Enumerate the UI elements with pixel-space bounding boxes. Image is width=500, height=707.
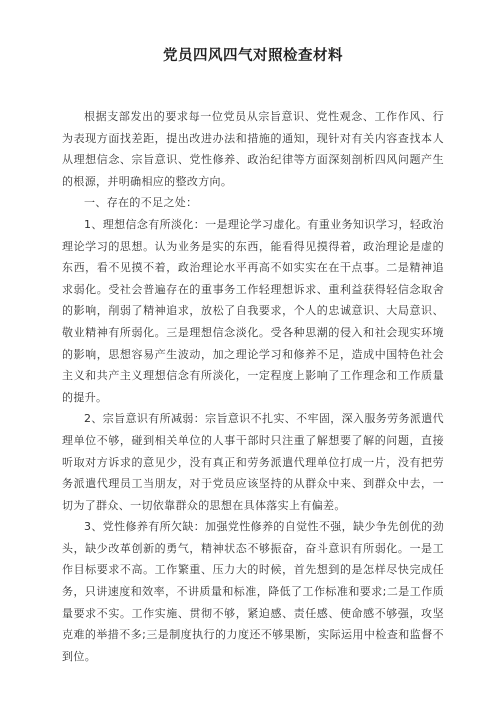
paragraph-point-1: 1、理想信念有所淡化：一是理论学习虚化。有重业务知识学习，轻政治理论学习的思想。认为业务是实的东西，能看得见摸得着，政治理论是虚的东西，看不见摸不着，政治理论水平再高不如实实在在干点事。二是精神追求弱化。受社会普遍存在的重事务工作轻理想诉求、重利益获得轻信念取舍的影响，削弱了精神追求，放松了自我要求，个人的忠诚意识、大局意识、敬业精神有所弱化。三是理想信念淡化。受各种思潮的侵入和社会现实环境的影响，思想容易产生波动，加之理论学习和修养不足，造成中国特色社会主义和共产主义理想信念有所淡化，一定程度上影响了工作理念和工作质量的提升。 — [62, 217, 444, 404]
paragraph-intro: 根据支部发出的要求每一位党员从宗旨意识、党性观念、工作作风、行为表现方面找差距，提出改进办法和措施的通知，现针对有关内容查找本人从理想信念、宗旨意识、党性修养、政治纪律等方面深刻剖析四风问题产生的根源，并明确相应的整改方向。 — [62, 110, 444, 188]
paragraph-section-heading: 一、存在的不足之处： — [84, 196, 198, 210]
paragraph-point-3: 3、党性修养有所欠缺：加强党性修养的自觉性不强，缺少争先创优的劲头，缺少改革创新的勇气，精神状态不够振奋，奋斗意识有所弱化。一是工作目标要求不高。工作繁重、压力大的时候，首先想到的是怎样尽快完成任务，只讲速度和效率，不讲质量和标准，降低了工作标准和要求;二是工作质量要求不实。工作实施、贯彻不够，紧迫感、责任感、使命感不够强，攻坚克难的举措不多;三是制度执行的力度还不够果断，实际运用中检查和监督不到位。 — [62, 520, 444, 663]
document-title: 党员四风四气对照检查材料 — [163, 48, 343, 64]
paragraph-point-2: 2、宗旨意识有所减弱：宗旨意识不扎实、不牢固，深入服务劳务派遣代理单位不够，碰到相关单位的人事干部时只注重了解想要了解的问题，直接听取对方诉求的意见少，没有真正和劳务派遣代理单位打成一片，没有把劳务派遣代理员工当朋友，对于党员应该坚持的从群众中来、到群众中去，一切为了群众、一切依靠群众的思想在具体落实上有偏差。 — [62, 412, 444, 512]
